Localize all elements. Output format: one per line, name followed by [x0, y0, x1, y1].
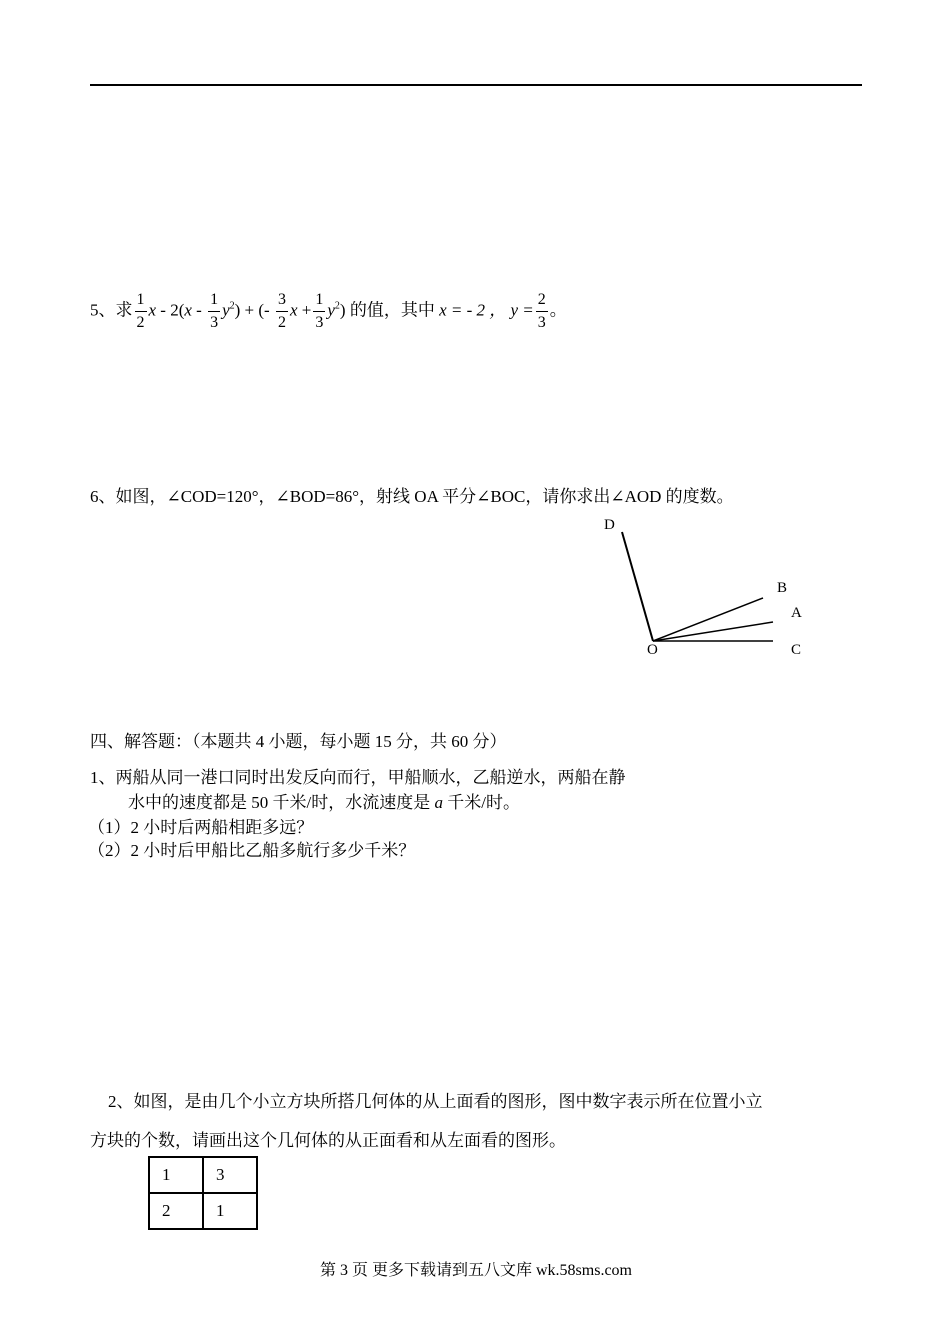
var-a: a — [434, 793, 443, 812]
header-rule — [90, 84, 862, 86]
exponent: 2 — [229, 300, 235, 312]
grid-cell: 2 — [149, 1193, 203, 1229]
page-footer: 第 3 页 更多下载请到五八文库 wk.58sms.com — [320, 1262, 633, 1279]
problem-6: 6、如图，∠COD=120°，∠BOD=86°，射线 OA 平分∠BOC，请你求出∠AOD 的度数。 — [90, 487, 734, 506]
problem-5-prefix: 5、求 — [90, 300, 133, 320]
ray-ob — [653, 598, 763, 641]
denominator: 2 — [277, 314, 286, 331]
condition-x: x = - 2 ， — [439, 300, 507, 320]
q2-line2: 方块的个数，请画出这个几何体的从正面看和从左面看的图形。 — [90, 1131, 566, 1150]
var-y: y — [327, 300, 335, 320]
var-x: x — [184, 300, 192, 320]
q1-line2 — [128, 788, 520, 813]
numerator: 1 — [313, 292, 325, 312]
q1-line2-unit: 千米/时。 — [447, 793, 520, 812]
denominator: 3 — [210, 314, 219, 331]
label-c: C — [791, 642, 802, 658]
fraction — [135, 292, 147, 331]
label-o: O — [647, 642, 658, 658]
q1-line1: 1、两船从同一港口同时出发反向而行，甲船顺水，乙船逆水，两船在静 — [90, 768, 626, 787]
numerator: 2 — [536, 292, 548, 312]
top-view-grid — [148, 1156, 258, 1230]
label-d: D — [604, 517, 615, 533]
fraction — [276, 292, 288, 331]
operator: + — [301, 300, 312, 320]
q1-line2-text: 水中的速度都是 50 千米/时，水流速度是 — [128, 793, 431, 812]
operator: - 2( — [160, 300, 185, 320]
label-a: A — [791, 605, 802, 621]
q2-line1: 2、如图，是由几个小立方块所搭几何体的从上面看的图形，图中数字表示所在位置小立 — [108, 1092, 763, 1111]
grid-row — [149, 1193, 257, 1229]
grid-cell: 3 — [203, 1157, 257, 1193]
fraction — [208, 292, 220, 331]
angle-figure — [590, 510, 820, 670]
fraction — [536, 292, 548, 331]
q1-sub1: （1）2 小时后两船相距多远？ — [88, 818, 314, 837]
problem-5-suffix: 的值，其中 — [349, 300, 435, 320]
operator: - — [196, 300, 202, 320]
problem-5 — [90, 292, 567, 331]
numerator: 1 — [208, 292, 220, 312]
period: 。 — [549, 300, 567, 320]
grid-cell: 1 — [203, 1193, 257, 1229]
var-x: x — [148, 300, 157, 320]
numerator: 3 — [276, 292, 288, 312]
denominator: 3 — [315, 314, 324, 331]
section-heading: 四、解答题：（本题共 4 小题，每小题 15 分，共 60 分） — [90, 732, 507, 751]
q1-sub2: （2）2 小时后甲船比乙船多航行多少千米？ — [88, 841, 416, 860]
var-x: x — [289, 300, 298, 320]
condition-y: y = — [510, 300, 534, 320]
label-b: B — [777, 580, 788, 596]
ray-oa — [653, 622, 773, 641]
operator: ) — [339, 300, 346, 320]
var-y: y — [222, 300, 230, 320]
grid-row — [149, 1157, 257, 1193]
grid-cell: 1 — [149, 1157, 203, 1193]
operator: ) + (- — [234, 300, 270, 320]
denominator: 3 — [537, 314, 546, 331]
denominator: 2 — [136, 314, 145, 331]
ray-od — [622, 532, 653, 641]
exponent: 2 — [334, 300, 340, 312]
fraction — [313, 292, 325, 331]
numerator: 1 — [135, 292, 147, 312]
